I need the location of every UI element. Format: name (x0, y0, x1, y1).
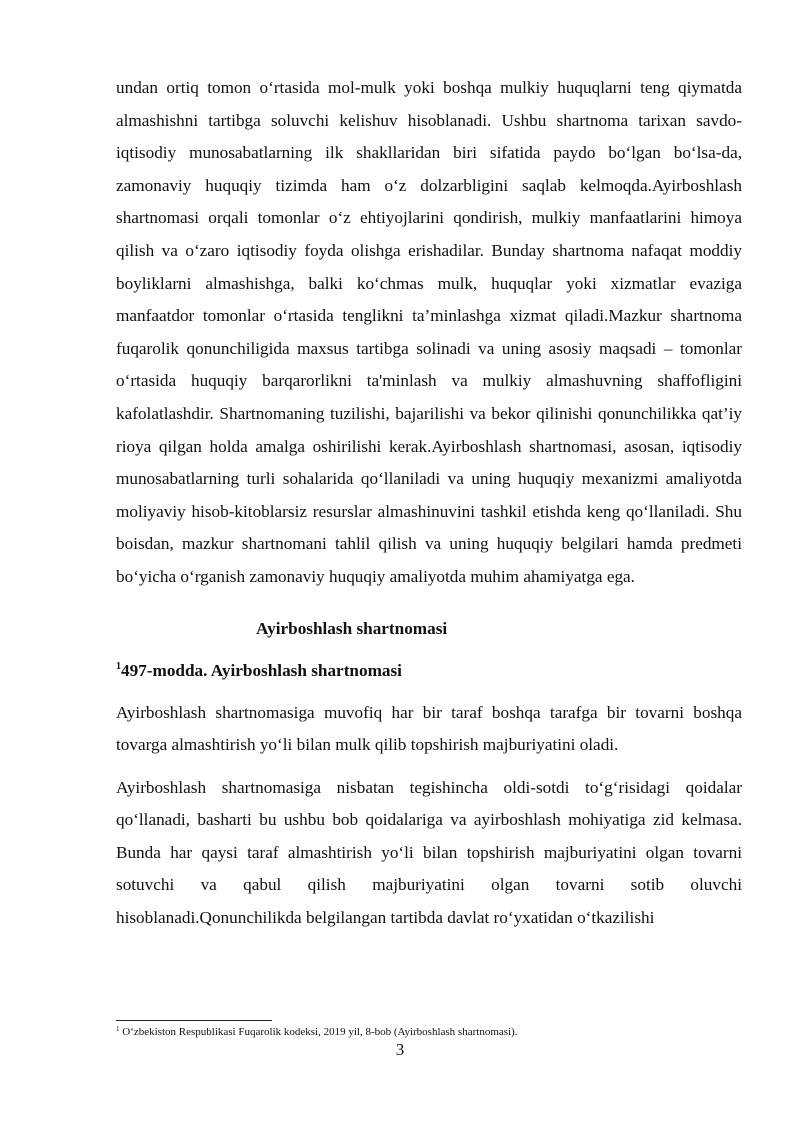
article-heading-line (116, 655, 742, 687)
page-number: 3 (395, 1040, 405, 1059)
footnote-text: O‘zbekiston Respublikasi Fuqarolik kodeksi, 2019 yil, 8-bob (Ayirboshlash shartnomasi). (119, 1026, 518, 1038)
article-paragraph-2: Ayirboshlash shartnomasiga nisbatan tegishincha oldi-sotdi to‘g‘risidagi qoidalar qo‘llanadi, basharti bu ushbu bob qoidalariga va ayirboshlash mohiyatiga zid kelmasa. Bunda har qaysi taraf almashtirish yo‘li bilan topshirish majburiyatini olgan tovarni sotuvchi va qabul qilish majburiyatini olgan tovarni sotib oluvchi hisoblanadi.Qonunchilikda belgilangan tartibda davlat ro‘yxatidan o‘tkazilishi (116, 777, 742, 928)
section-heading: Ayirboshlash shartnomasi (256, 618, 448, 638)
intro-paragraph: undan ortiq tomon o‘rtasida mol-mulk yoki boshqa mulkiy huquqlarni teng qiymatda almashishni tartibga soluvchi kelishuv hisoblanadi. Ushbu shartnoma tarixan savdo-iqtisodiy munosabatlarning ilk shakllaridan biri sifatida paydo bo‘lgan bo‘lsa-da, zamonaviy huquqiy tizimda ham o‘z dolzarbligini saqlab kelmoqda.Ayirboshlash shartnomasi orqali tomonlar o‘z ehtiyojlarini qondirish, mulkiy manfaatlarini himoya qilish va o‘zaro iqtisodiy foyda olishga erishadilar. Bunday shartnoma nafaqat moddiy boyliklarni almashishga, balki ko‘chmas mulk, huquqlar yoki xizmatlar evaziga manfaatdor tomonlar o‘rtasida tenglikni ta’minlashga xizmat qiladi.Mazkur shartnoma fuqarolik qonunchiligida maxsus tartibga solinadi va uning asosiy maqsadi – tomonlar o‘rtasida huquqiy barqarorlikni ta'minlash va mulkiy almashuvning shaffofligini kafolatlashdir. Shartnomaning tuzilishi, bajarilishi va bekor qilinishi qonunchilikka qat’iy rioya qilgan holda amalga oshirilishi kerak.Ayirboshlash shartnomasi, asosan, iqtisodiy munosabatlarning turli sohalarida qo‘llaniladi va uning huquqiy mexanizmi amaliyotda moliyaviy hisob-kitoblarsiz resurslar almashinuvini tashkil etishda keng qo‘llaniladi. Shu boisdan, mazkur shartnomani tahlil qilish va uning huquqiy belgilari hamda predmeti bo‘yicha o‘rganish zamonaviy huquqiy amaliyotda muhim ahamiyatga ega. (116, 78, 742, 586)
footnote-marker: 1 (116, 1025, 120, 1033)
article-paragraph-1: Ayirboshlash shartnomasiga muvofiq har bir taraf boshqa tarafga bir tovarni boshqa tovarga almashtirish yo‘li bilan mulk qilib topshirish majburiyatini oladi. (116, 702, 742, 755)
footnote-divider (116, 1020, 272, 1021)
article-heading: 497-modda. Ayirboshlash shartnomasi (121, 660, 402, 680)
body-text (116, 72, 742, 935)
footnote (116, 1025, 742, 1039)
footnote-reference[interactable]: 1 (116, 660, 121, 672)
